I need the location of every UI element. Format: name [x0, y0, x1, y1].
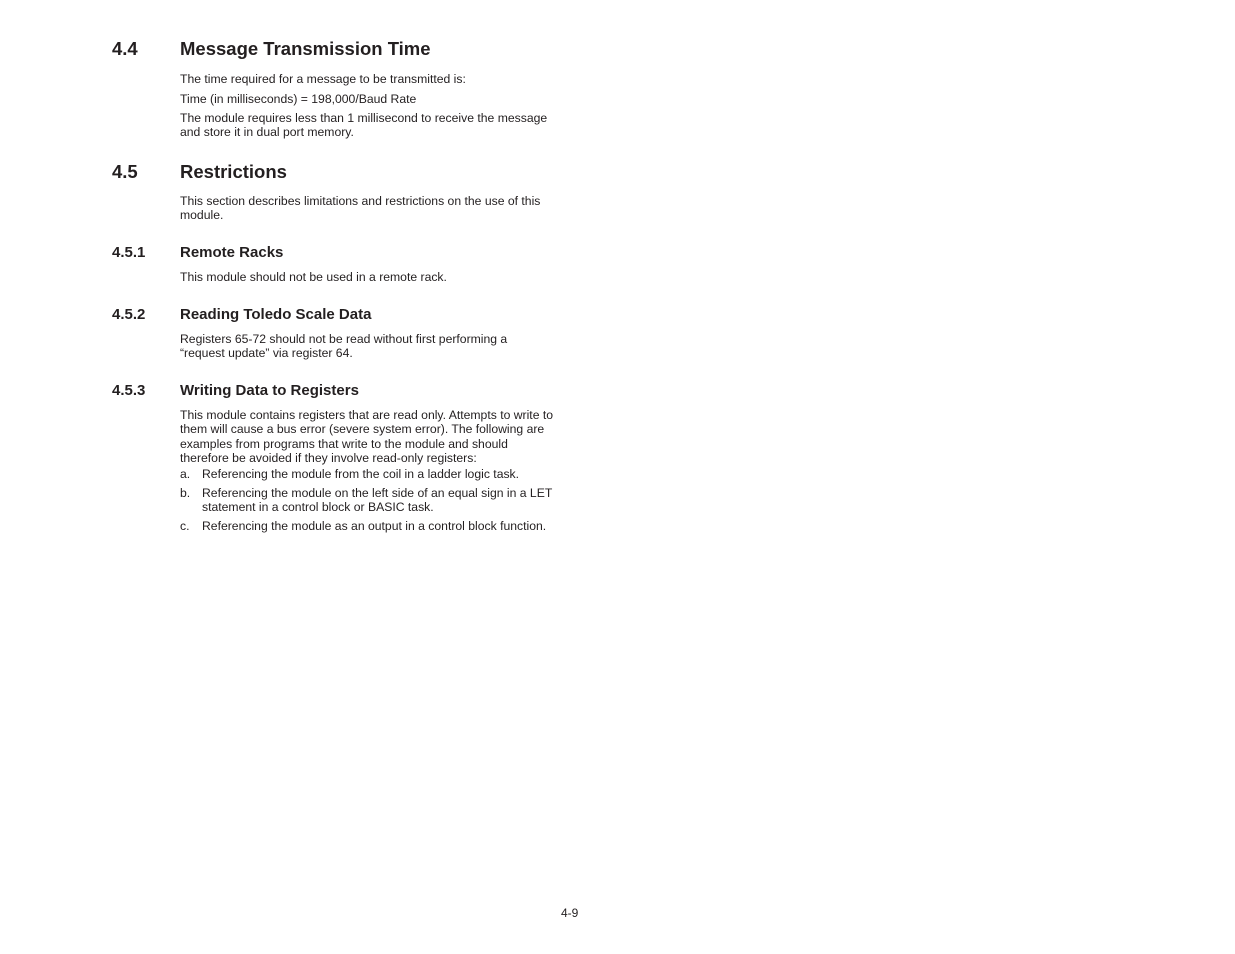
section-title: Message Transmission Time	[180, 38, 431, 59]
list-marker: a.	[180, 467, 191, 481]
paragraph-line: “request update” via register 64.	[180, 346, 353, 361]
paragraph-line: them will cause a bus error (severe system error). The following are	[180, 422, 545, 437]
list-item-text	[202, 486, 552, 515]
paragraph-line: The module requires less than 1 millisecond to receive the message	[180, 111, 548, 125]
paragraph	[180, 270, 580, 284]
section-number: 4.5	[112, 161, 138, 182]
subsection-number: 4.5.2	[112, 306, 146, 323]
section-title: Restrictions	[180, 161, 287, 182]
paragraph-line: and store it in dual port memory.	[180, 125, 354, 140]
list-item-line: Referencing the module on the left side of an equal sign in a LET	[202, 486, 553, 500]
list-marker: b.	[180, 486, 191, 500]
page-number: 4-9	[561, 906, 579, 920]
paragraph-line: Registers 65-72 should not be read without first performing a	[180, 332, 508, 346]
paragraph-line: This module should not be used in a remote rack.	[180, 270, 447, 284]
paragraph	[180, 72, 580, 86]
list-item-text	[202, 467, 519, 481]
paragraph-line: module.	[180, 208, 224, 223]
paragraph	[180, 408, 580, 465]
paragraph	[180, 194, 580, 223]
subsection-title: Remote Racks	[180, 244, 284, 261]
list-marker: c.	[180, 519, 190, 533]
paragraph-line: The time required for a message to be transmitted is:	[180, 72, 466, 86]
paragraph	[180, 111, 580, 140]
paragraph-line: therefore be avoided if they involve read-only registers:	[180, 450, 477, 465]
paragraph-line: This module contains registers that are read only. Attempts to write to	[180, 408, 554, 422]
list-item-line: statement in a control block or BASIC task.	[202, 500, 434, 515]
section-number: 4.4	[112, 38, 138, 59]
paragraph	[180, 332, 580, 361]
subsection-number: 4.5.3	[112, 382, 146, 399]
paragraph-line: This section describes limitations and restrictions on the use of this	[180, 194, 541, 208]
subsection-title: Reading Toledo Scale Data	[180, 306, 372, 323]
subsection-title: Writing Data to Registers	[180, 382, 359, 399]
list-item-line: Referencing the module from the coil in a ladder logic task.	[202, 467, 520, 481]
paragraph-line: Time (in milliseconds) = 198,000/Baud Rate	[180, 92, 417, 106]
list-item-line: Referencing the module as an output in a control block function.	[202, 519, 547, 533]
subsection-number: 4.5.1	[112, 244, 146, 261]
formula-paragraph	[180, 92, 580, 106]
list-item-text	[202, 519, 546, 533]
paragraph-line: examples from programs that write to the module and should	[180, 436, 508, 451]
